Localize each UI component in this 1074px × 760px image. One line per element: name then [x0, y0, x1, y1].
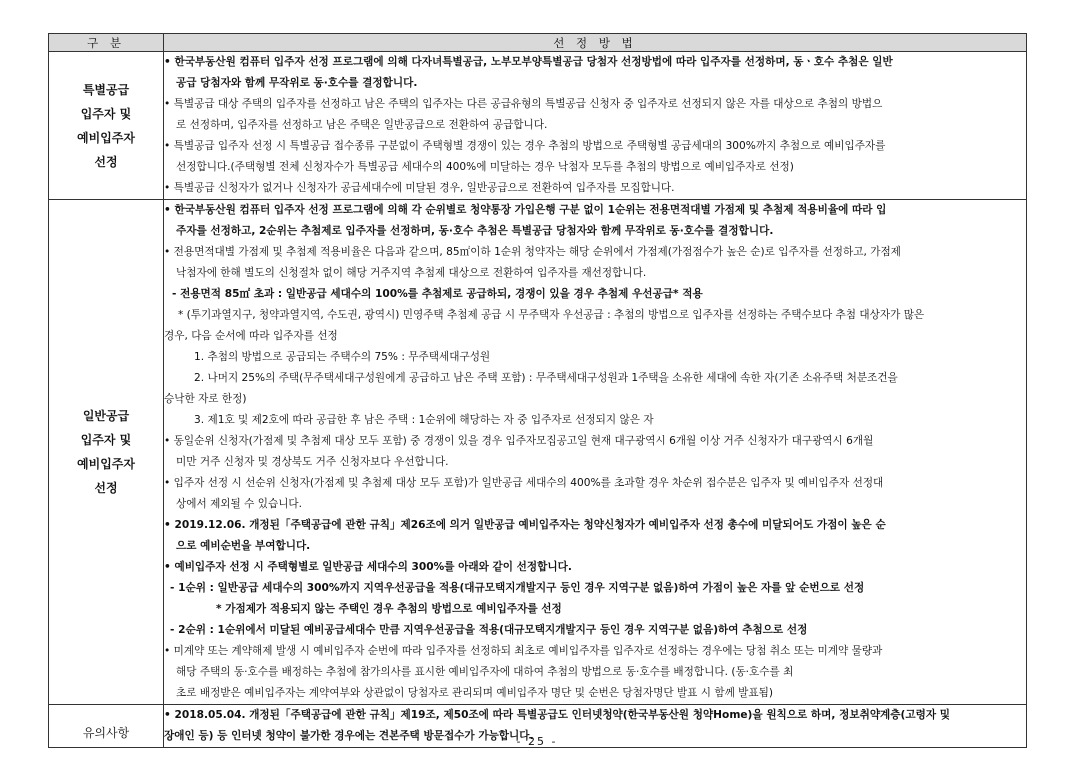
- text-line: • 예비입주자 선정 시 주택형별로 일반공급 세대수의 300%를 아래와 같이 선정합니다.: [164, 561, 572, 573]
- special-supply-row: [49, 52, 1027, 200]
- text-line: 해당 주택의 동·호수를 배정하는 추첨에 참가의사를 표시한 예비입주자에 대하여 추첨의 방법으로 동·호수를 배정합니다. (동·호수를 최: [176, 666, 794, 678]
- text-line: • 2018.05.04. 개정된「주택공급에 관한 규칙」제19조, 제50조에 따라 특별공급도 인터넷청약(한국부동산원 청약Home)을 원칙으로 하며, 정보취약계층(고령자 및: [164, 709, 950, 721]
- label-line: 예비입주자: [77, 457, 135, 471]
- label-line: 선정: [94, 481, 118, 495]
- text-line: 승낙한 자로 한정): [164, 393, 247, 405]
- text-line: 주자를 선정하고, 2순위는 추첨제로 입주자를 선정하며, 동·호수 추첨은 특별공급 당첨자와 함께 무작위로 동·호수를 결정합니다.: [176, 225, 774, 237]
- text-line: - 1순위 : 일반공급 세대수의 300%까지 지역우선공급을 적용(대규모택지개발지구 등인 경우 지역구분 없음)하여 가점이 높은 자를 앞 순번으로 선정: [170, 582, 865, 594]
- text-line: * 가점제가 적용되지 않는 주택인 경우 추첨의 방법으로 예비입주자를 선정: [216, 603, 562, 615]
- label-line: 입주자 및: [80, 106, 132, 121]
- text-line: 로 선정하며, 입주자를 선정하고 남은 주택은 일반공급으로 전환하여 공급합니다.: [176, 119, 548, 131]
- text-line: 으로 예비순번을 부여합니다.: [176, 540, 311, 552]
- text-line: • 동일순위 신청자(가점제 및 추첨제 대상 모두 포함) 중 경쟁이 있을 경우 입주자모집공고일 현재 대구광역시 6개월 이상 거주 신청자가 대구광역시 6개월: [164, 435, 874, 447]
- text-line: 초로 배정받은 예비입주자는 계약여부와 상관없이 당첨자로 관리되며 예비입주자 명단 및 순번은 당첨자명단 발표 시 함께 발표됨): [176, 687, 774, 699]
- text-line: • 한국부동산원 컴퓨터 입주자 선정 프로그램에 의해 다자녀특별공급, 노부모부양특별공급 당첨자 선정방법에 따라 입주자를 선정하며, 동ㆍ호수 추첨은 일반: [164, 56, 893, 68]
- label-line: 예비입주자: [77, 130, 135, 145]
- text-line: 경우, 다음 순서에 따라 입주자를 선정: [164, 330, 338, 342]
- page-number: - 25 -: [516, 735, 558, 748]
- general-supply-row: [49, 200, 1027, 705]
- text-line: • 2019.12.06. 개정된「주택공급에 관한 규칙」제26조에 의거 일반공급 예비입주자는 청약신청자가 예비입주자 선정 총수에 미달되어도 가점이 높은 순: [164, 519, 886, 531]
- special-supply-label: [49, 52, 164, 200]
- text-line: • 한국부동산원 컴퓨터 입주자 선정 프로그램에 의해 각 순위별로 청약통장 가입은행 구분 없이 1순위는 전용면적대별 가점제 및 추첨제 적용비율에 따라 입: [164, 204, 887, 216]
- text-line: - 2순위 : 1순위에서 미달된 예비공급세대수 만큼 지역우선공급을 적용(대규모택지개발지구 등인 경우 지역구분 없음)하여 추첨으로 선정: [170, 624, 808, 636]
- general-supply-content: [164, 200, 1027, 705]
- text-line: - 전용면적 85㎡ 초과 : 일반공급 세대수의 100%를 추첨제로 공급하되, 경쟁이 있을 경우 추첨제 우선공급* 적용: [172, 288, 703, 300]
- text-line: 3. 제1호 및 제2호에 따라 공급한 후 남은 주택 : 1순위에 해당하는 자 중 입주자로 선정되지 않은 자: [194, 414, 654, 426]
- table-header-row: [49, 34, 1027, 52]
- selection-method-table: [48, 33, 1027, 748]
- header-method: 선 정 방 법: [164, 34, 1027, 52]
- label-line: 유의사항: [82, 726, 130, 740]
- text-line: 상에서 제외될 수 있습니다.: [176, 498, 303, 510]
- text-line: • 특별공급 대상 주택의 입주자를 선정하고 남은 주택의 입주자는 다른 공급유형의 특별공급 신청자 중 입주자로 선정되지 않은 자를 대상으로 추첨의 방법으: [164, 98, 883, 110]
- text-line: 2. 나머지 25%의 주택(무주택세대구성원에게 공급하고 남은 주택 포함) : 무주택세대구성원과 1주택을 소유한 세대에 속한 자(기존 소유주택 처분조건을: [194, 372, 898, 384]
- label-line: 일반공급: [82, 409, 130, 423]
- text-line: 미만 거주 신청자 및 경상북도 거주 신청자보다 우선합니다.: [176, 456, 449, 468]
- text-line: • 미계약 또는 계약해제 발생 시 예비입주자 순번에 따라 입주자를 선정하되 최초로 예비입주자를 입주자로 선정하는 경우에는 당첨 취소 또는 미계약 물량과: [164, 645, 883, 657]
- label-line: 특별공급: [82, 82, 130, 97]
- general-supply-label: [49, 200, 164, 705]
- text-line: 공급 당첨자와 함께 무작위로 동·호수를 결정합니다.: [176, 77, 418, 89]
- text-line: 낙첨자에 한해 별도의 신청절차 없이 해당 거주지역 추첨제 대상으로 전환하여 입주자를 재선정합니다.: [176, 267, 647, 279]
- text-line: 장애인 등) 등 인터넷 청약이 불가한 경우에는 견본주택 방문접수가 가능합니다.: [164, 730, 534, 742]
- label-line: 입주자 및: [80, 433, 132, 447]
- label-line: 선정: [94, 154, 118, 169]
- text-line: 선정합니다.(주택형별 전체 신청자수가 특별공급 세대수의 400%에 미달하는 경우 낙첨자 모두를 추첨의 방법으로 예비입주자로 선정): [176, 161, 794, 173]
- text-line: • 입주자 선정 시 선순위 신청자(가점제 및 추첨제 대상 모두 포함)가 일반공급 세대수의 400%를 초과할 경우 차순위 접수분은 입주자 및 예비입주자 선정대: [164, 477, 884, 489]
- special-supply-content: [164, 52, 1027, 200]
- text-line: • 특별공급 입주자 선정 시 특별공급 접수종류 구분없이 주택형별 경쟁이 있는 경우 추첨의 방법으로 주택형별 공급세대의 300%까지 추첨으로 예비입주자를: [164, 140, 886, 152]
- text-line: • 특별공급 신청자가 없거나 신청자가 공급세대수에 미달된 경우, 일반공급으로 전환하여 입주자를 모집합니다.: [164, 182, 675, 194]
- text-line: 1. 추첨의 방법으로 공급되는 주택수의 75% : 무주택세대구성원: [194, 351, 491, 363]
- text-line: * (투기과열지구, 청약과열지역, 수도권, 광역시) 민영주택 추첨제 공급 시 무주택자 우선공급 : 추첨의 방법으로 입주자를 선정하는 주택수보다 추첨 대상자가 많은: [178, 309, 925, 321]
- text-line: • 전용면적대별 가점제 및 추첨제 적용비율은 다음과 같으며, 85㎡이하 1순위 청약자는 해당 순위에서 가점제(가점점수가 높은 순)로 입주자를 선정하고, 가점제: [164, 246, 901, 258]
- header-category: 구 분: [49, 34, 164, 52]
